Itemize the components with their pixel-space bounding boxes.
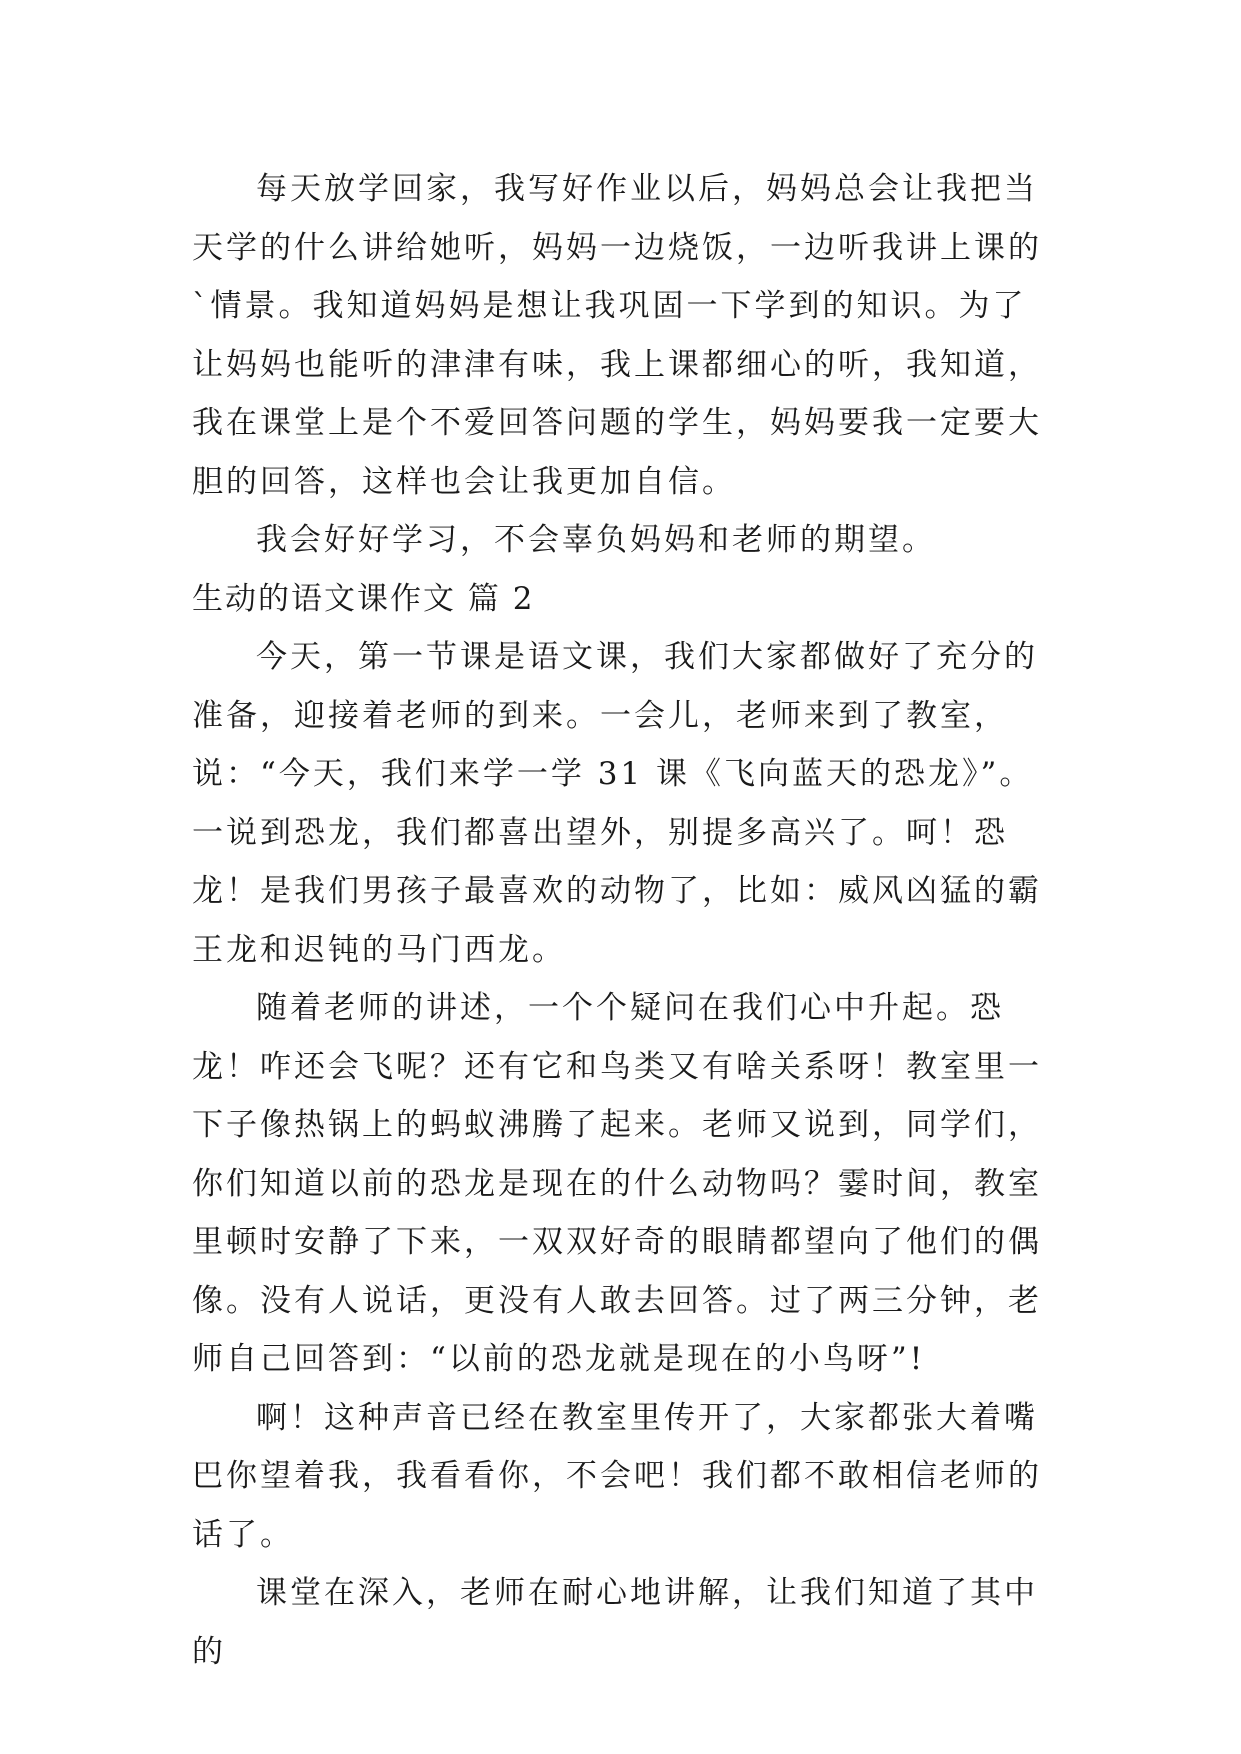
essay-heading: 生动的语文课作文 篇 2 [192, 580, 535, 617]
essay-body [192, 160, 1052, 1681]
paragraph-chinese-class: 今天，第一节课是语文课，我们大家都做好了充分的准备，迎接着老师的到来。一会儿，老师来到了教室，说：“今天，我们来学一学 31 课《飞向蓝天的恐龙》”。一说到恐龙，我们都喜出望外，别提多高兴了。呵！恐龙！是我们男孩子最喜欢的动物了，比如：威风凶猛的霸王龙和迟钝的马门西龙。 [192, 639, 1042, 968]
paragraph-surprise: 啊！这种声音已经在教室里传开了，大家都张大着嘴巴你望着我，我看看你，不会吧！我们都不敢相信老师的话了。 [192, 1399, 1042, 1553]
paragraph-promise: 我会好好学习，不会辜负妈妈和老师的期望。 [256, 522, 936, 558]
paragraph-homework: 每天放学回家，我写好作业以后，妈妈总会让我把当天学的什么讲给她听，妈妈一边烧饭，一边听我讲上课的`情景。我知道妈妈是想让我巩固一下学到的知识。为了让妈妈也能听的津津有味，我上课都细心的听，我知道，我在课堂上是个不爱回答问题的学生，妈妈要我一定要大胆的回答，这样也会让我更加自信。 [192, 171, 1042, 500]
paragraph-questions: 随着老师的讲述，一个个疑问在我们心中升起。恐龙！咋还会飞呢？还有它和鸟类又有啥关系呀！教室里一下子像热锅上的蚂蚁沸腾了起来。老师又说到，同学们，你们知道以前的恐龙是现在的什么动物吗？霎时间，教室里顿时安静了下来，一双双好奇的眼睛都望向了他们的偶像。没有人说话，更没有人敢去回答。过了两三分钟，老师自己回答到：“以前的恐龙就是现在的小鸟呀”! [192, 990, 1042, 1377]
paragraph-explanation: 课堂在深入，老师在耐心地讲解，让我们知道了其中的 [192, 1575, 1038, 1670]
